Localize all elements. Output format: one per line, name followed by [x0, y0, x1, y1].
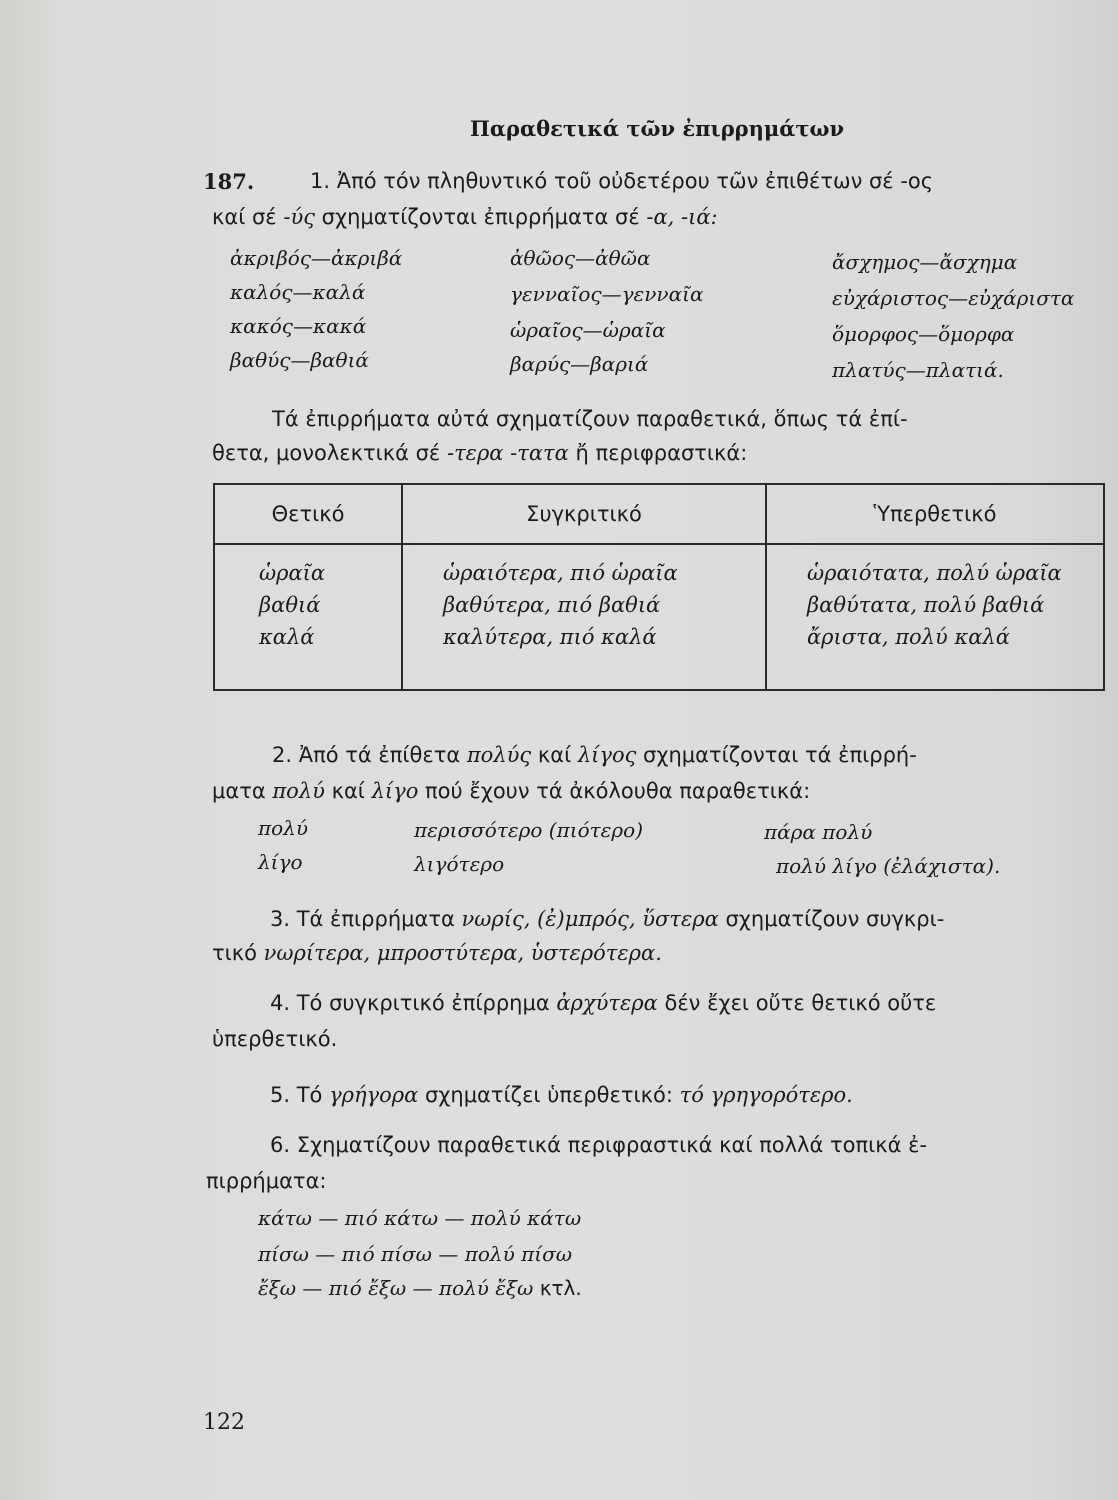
p2-row-superlative: πολύ λίγο (ἐλάχιστα). [776, 854, 1001, 878]
pair: ὡραῖος—ὡραῖα [510, 318, 666, 342]
pair: ἀκριβός—ἀκριβά [230, 246, 403, 270]
cell-superlative: ὡραιότατα, πολύ ὡραῖα βαθύτατα, πολύ βαθιά ἄριστα, πολύ καλά [766, 544, 1104, 690]
p2-line2: ματα πολύ καί λίγο πού ἔχουν τά ἀκόλουθα παραθετικά: [212, 779, 811, 803]
p1-line2: καί σέ -ύς σχηματίζονται ἐπιρρήματα σέ -α, -ιά: [212, 205, 718, 229]
header-positive: Θετικό [214, 484, 402, 544]
p4-line2: ὑπερθετικό. [212, 1027, 338, 1051]
header-superlative: Ὑπερθετικό [766, 484, 1104, 544]
p1b-line2: θετα, μονολεκτικά σέ -τερα -τατα ἤ περιφραστικά: [212, 441, 748, 465]
p1b-line1: Τά ἐπιρρήματα αὐτά σχηματίζουν παραθετικά, ὅπως τά ἐπί- [272, 407, 908, 431]
p1-line1: 1. Ἀπό τόν πληθυντικό τοῦ οὐδετέρου τῶν ἐπιθέτων σέ -ος [310, 169, 934, 193]
pair: βαθύς—βαθιά [230, 348, 369, 372]
example-line: ἔξω — πιό ἔξω — πολύ ἔξω κτλ. [258, 1276, 582, 1300]
paragraph-number: 187. [203, 169, 255, 194]
pair: γενναῖος—γενναῖα [510, 282, 704, 306]
p3-line1: 3. Τά ἐπιρρήματα νωρίς, (ἐ)μπρός, ὕστερα σχηματίζουν συγκρι- [270, 907, 945, 931]
pair: πλατύς—πλατιά. [832, 358, 1004, 382]
p2-line1: 2. Ἀπό τά ἐπίθετα πολύς καί λίγος σχηματίζονται τά ἐπιρρή- [272, 743, 917, 767]
header-comparative: Συγκριτικό [402, 484, 766, 544]
p3-line2: τικό νωρίτερα, μπροστύτερα, ὑστερότερα. [212, 941, 662, 965]
pair: καλός—καλά [230, 280, 366, 304]
p6-line2: πιρρήματα: [206, 1169, 327, 1193]
section-title: Παραθετικά τῶν ἐπιρρημάτων [470, 116, 845, 141]
p4-line1: 4. Τό συγκριτικό ἐπίρρημα ἀρχύτερα δέν ἔχει οὔτε θετικό οὔτε [270, 991, 937, 1015]
pair: ἄσχημος—ἄσχημα [832, 250, 1018, 274]
cell-comparative: ὡραιότερα, πιό ὡραῖα βαθύτερα, πιό βαθιά καλύτερα, πιό καλά [402, 544, 766, 690]
p2-row-word: πολύ [258, 816, 309, 840]
p5-line: 5. Τό γρήγορα σχηματίζει ὑπερθετικό: τό γρηγορότερο. [270, 1083, 853, 1107]
pair: βαρύς—βαριά [510, 352, 649, 376]
example-line: κάτω — πιό κάτω — πολύ κάτω [258, 1206, 582, 1230]
pair: ἀθῶος—ἀθῶα [510, 246, 651, 270]
p2-row-comparative: περισσότερο (πιότερο) [414, 818, 644, 842]
pair: εὐχάριστος—εὐχάριστα [832, 286, 1075, 310]
cell-positive: ὡραῖα βαθιά καλά [214, 544, 402, 690]
p2-row-word: λίγο [258, 850, 303, 874]
comparison-table [213, 483, 1105, 691]
pair: ὅμορφος—ὅμορφα [832, 322, 1015, 346]
page-number: 122 [203, 1410, 245, 1435]
p2-row-comparative: λιγότερο [414, 852, 505, 876]
p2-row-superlative: πάρα πολύ [764, 820, 873, 844]
pair: κακός—κακά [230, 314, 367, 338]
example-line: πίσω — πιό πίσω — πολύ πίσω [258, 1242, 573, 1266]
p6-line1: 6. Σχηματίζουν παραθετικά περιφραστικά καί πολλά τοπικά ἐ- [270, 1133, 928, 1157]
